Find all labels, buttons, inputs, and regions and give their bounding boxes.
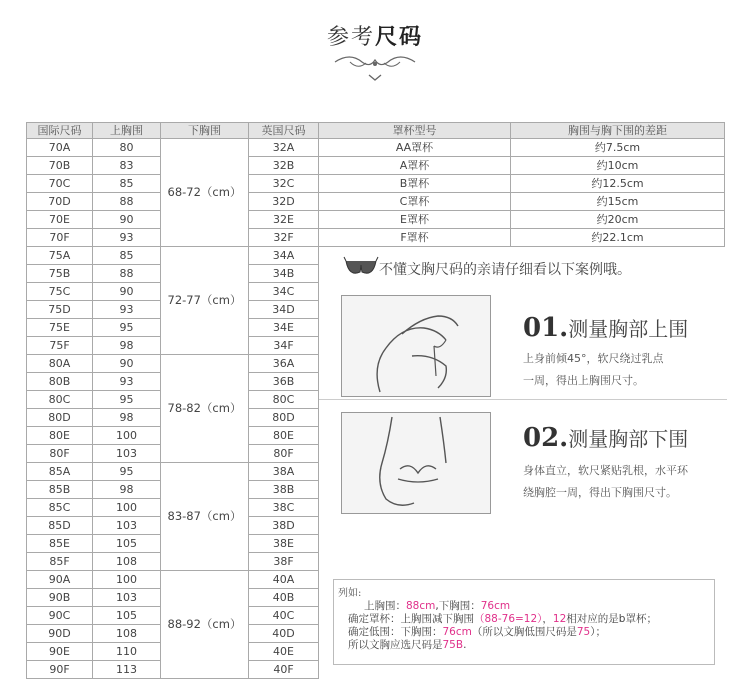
intl-size-cell: 70A [27,139,93,157]
uk-size-cell: 40F [249,661,319,679]
uk-size-cell: 38C [249,499,319,517]
table-row [27,211,725,229]
title-bold: 尺码 [375,25,424,50]
intl-size-cell: 90B [27,589,93,607]
column-header: 下胸围 [161,123,249,139]
table-header-row [27,123,725,139]
step1-description [523,348,664,392]
example-l4-tail: . [463,639,467,651]
cup-type-cell: AA罩杯 [319,139,511,157]
intl-size-cell: 75A [27,247,93,265]
intl-size-cell: 80F [27,445,93,463]
upper-bust-cell: 83 [93,157,161,175]
example-l3-size: 75 [576,626,591,638]
example-l2-calc: （88-76=12） [474,613,543,625]
under-bust-cell: 72-77（cm） [161,247,249,355]
upper-bust-cell: 90 [93,211,161,229]
intl-size-cell: 75B [27,265,93,283]
example-l1-label2: ,下胸围： [435,600,481,612]
upper-bust-cell: 85 [93,175,161,193]
uk-size-cell: 32C [249,175,319,193]
intl-size-cell: 85D [27,517,93,535]
step2-number: 02. [523,423,569,453]
upper-bust-cell: 108 [93,553,161,571]
table-row [27,229,725,247]
cup-difference-cell: 约15cm [511,193,725,211]
example-title: 列如: [338,588,362,599]
upper-bust-cell: 98 [93,337,161,355]
uk-size-cell: 80F [249,445,319,463]
upper-bust-cell: 100 [93,571,161,589]
upper-bust-cell: 105 [93,535,161,553]
upper-bust-cell: 98 [93,409,161,427]
upper-bust-cell: 110 [93,643,161,661]
under-bust-cell: 78-82（cm） [161,355,249,463]
example-l2-label: 确定罩杯：上胸围减下胸围 [348,613,474,625]
uk-size-cell: 40C [249,607,319,625]
uk-size-cell: 32F [249,229,319,247]
example-l1-label: 上胸围： [364,600,406,612]
intl-size-cell: 85C [27,499,93,517]
uk-size-cell: 32D [249,193,319,211]
example-l2-comma: ， [542,613,553,625]
example-line4 [348,637,466,652]
upper-bust-cell: 98 [93,481,161,499]
lower-body-figure-icon [342,413,490,513]
upper-bust-cell: 113 [93,661,161,679]
measure-lower-illustration [341,412,491,514]
intl-size-cell: 70B [27,157,93,175]
upper-bust-cell: 93 [93,301,161,319]
cup-type-cell: F罩杯 [319,229,511,247]
intl-size-cell: 75F [27,337,93,355]
uk-size-cell: 34F [249,337,319,355]
column-header: 罩杯型号 [319,123,511,139]
table-row [27,157,725,175]
divider [319,399,727,400]
uk-size-cell: 38B [249,481,319,499]
measure-upper-illustration [341,295,491,397]
intl-size-cell: 90C [27,607,93,625]
intl-size-cell: 75C [27,283,93,301]
upper-bust-cell: 85 [93,247,161,265]
example-l3-value: 76cm [442,626,472,638]
table-row [27,193,725,211]
uk-size-cell: 32B [249,157,319,175]
step1-line1: 上身前倾45°，软尺绕过乳点 [523,352,664,365]
upper-bust-cell: 108 [93,625,161,643]
column-header: 英国尺码 [249,123,319,139]
example-l3-note: （所以文胸低围尺码是 [471,626,577,638]
bra-icon [343,255,379,283]
upper-bust-cell: 95 [93,463,161,481]
intl-size-cell: 80E [27,427,93,445]
example-l3-tail: ）； [590,626,606,638]
cup-difference-cell: 约7.5cm [511,139,725,157]
upper-bust-cell: 105 [93,607,161,625]
uk-size-cell: 32E [249,211,319,229]
ornament-icon [330,50,420,90]
upper-bust-cell: 103 [93,589,161,607]
cup-difference-cell: 约20cm [511,211,725,229]
cup-type-cell: A罩杯 [319,157,511,175]
intl-size-cell: 90F [27,661,93,679]
uk-size-cell: 38F [249,553,319,571]
cup-difference-cell: 约12.5cm [511,175,725,193]
uk-size-cell: 80D [249,409,319,427]
intl-size-cell: 90E [27,643,93,661]
example-l2-tail: 相对应的是b罩杯； [566,613,657,625]
intl-size-cell: 70C [27,175,93,193]
cup-difference-cell: 约22.1cm [511,229,725,247]
cup-type-cell: B罩杯 [319,175,511,193]
intl-size-cell: 75D [27,301,93,319]
example-l3-label: 确定低围：下胸围： [348,626,443,638]
uk-size-cell: 36B [249,373,319,391]
step2-line2: 绕胸腔一周，得出下胸围尺寸。 [523,486,677,499]
uk-size-cell: 34B [249,265,319,283]
example-box [333,579,715,665]
uk-size-cell: 40D [249,625,319,643]
uk-size-cell: 80C [249,391,319,409]
intl-size-cell: 85A [27,463,93,481]
step2-heading [523,423,688,453]
column-header: 上胸围 [93,123,161,139]
uk-size-cell: 38E [249,535,319,553]
upper-bust-cell: 90 [93,283,161,301]
intl-size-cell: 90D [27,625,93,643]
intl-size-cell: 80B [27,373,93,391]
step2-line1: 身体直立，软尺紧贴乳根，水平环 [523,464,688,477]
uk-size-cell: 40A [249,571,319,589]
step1-line2: 一周，得出上胸围尺寸。 [523,374,644,387]
title-light: 参考 [326,25,375,50]
step1-title: 测量胸部上围 [568,317,689,341]
upper-bust-cell: 103 [93,517,161,535]
intl-size-cell: 70F [27,229,93,247]
upper-bust-cell: 95 [93,391,161,409]
step2-description [523,460,688,504]
upper-bust-cell: 88 [93,193,161,211]
intl-size-cell: 85B [27,481,93,499]
intl-size-cell: 80C [27,391,93,409]
uk-size-cell: 38D [249,517,319,535]
under-bust-cell: 68-72（cm） [161,139,249,247]
upper-bust-cell: 93 [93,229,161,247]
intl-size-cell: 75E [27,319,93,337]
cup-difference-cell: 约10cm [511,157,725,175]
intl-size-cell: 70D [27,193,93,211]
example-l1-value2: 76cm [480,600,511,612]
page-title [0,20,750,51]
cup-type-cell: C罩杯 [319,193,511,211]
column-header: 国际尺码 [27,123,93,139]
uk-size-cell: 38A [249,463,319,481]
measure-guide-panel [318,247,727,679]
upper-bust-cell: 88 [93,265,161,283]
upper-body-figure-icon [342,296,490,396]
header [0,0,750,100]
uk-size-cell: 34C [249,283,319,301]
column-header: 胸围与胸下围的差距 [511,123,725,139]
cup-type-cell: E罩杯 [319,211,511,229]
example-l4-label: 所以文胸应选尺码是 [348,639,443,651]
intl-size-cell: 80D [27,409,93,427]
uk-size-cell: 32A [249,139,319,157]
step2-title: 测量胸部下围 [568,427,689,451]
upper-bust-cell: 95 [93,319,161,337]
step1-heading [523,313,688,343]
upper-bust-cell: 90 [93,355,161,373]
upper-bust-cell: 103 [93,445,161,463]
step1-number: 01. [523,313,569,343]
example-l1-value: 88cm [406,600,436,612]
guide-hint: 不懂文胸尺码的亲请仔细看以下案例哦。 [379,262,631,278]
intl-size-cell: 85E [27,535,93,553]
uk-size-cell: 34D [249,301,319,319]
upper-bust-cell: 93 [93,373,161,391]
under-bust-cell: 83-87（cm） [161,463,249,571]
table-row [27,139,725,157]
example-l2-value: 12 [552,613,567,625]
uk-size-cell: 40B [249,589,319,607]
uk-size-cell: 40E [249,643,319,661]
uk-size-cell: 34E [249,319,319,337]
table-row [27,175,725,193]
intl-size-cell: 70E [27,211,93,229]
upper-bust-cell: 80 [93,139,161,157]
uk-size-cell: 80E [249,427,319,445]
upper-bust-cell: 100 [93,499,161,517]
uk-size-cell: 36A [249,355,319,373]
under-bust-cell: 88-92（cm） [161,571,249,679]
upper-bust-cell: 100 [93,427,161,445]
uk-size-cell: 34A [249,247,319,265]
example-l4-size: 75B [442,639,464,651]
intl-size-cell: 85F [27,553,93,571]
intl-size-cell: 90A [27,571,93,589]
intl-size-cell: 80A [27,355,93,373]
